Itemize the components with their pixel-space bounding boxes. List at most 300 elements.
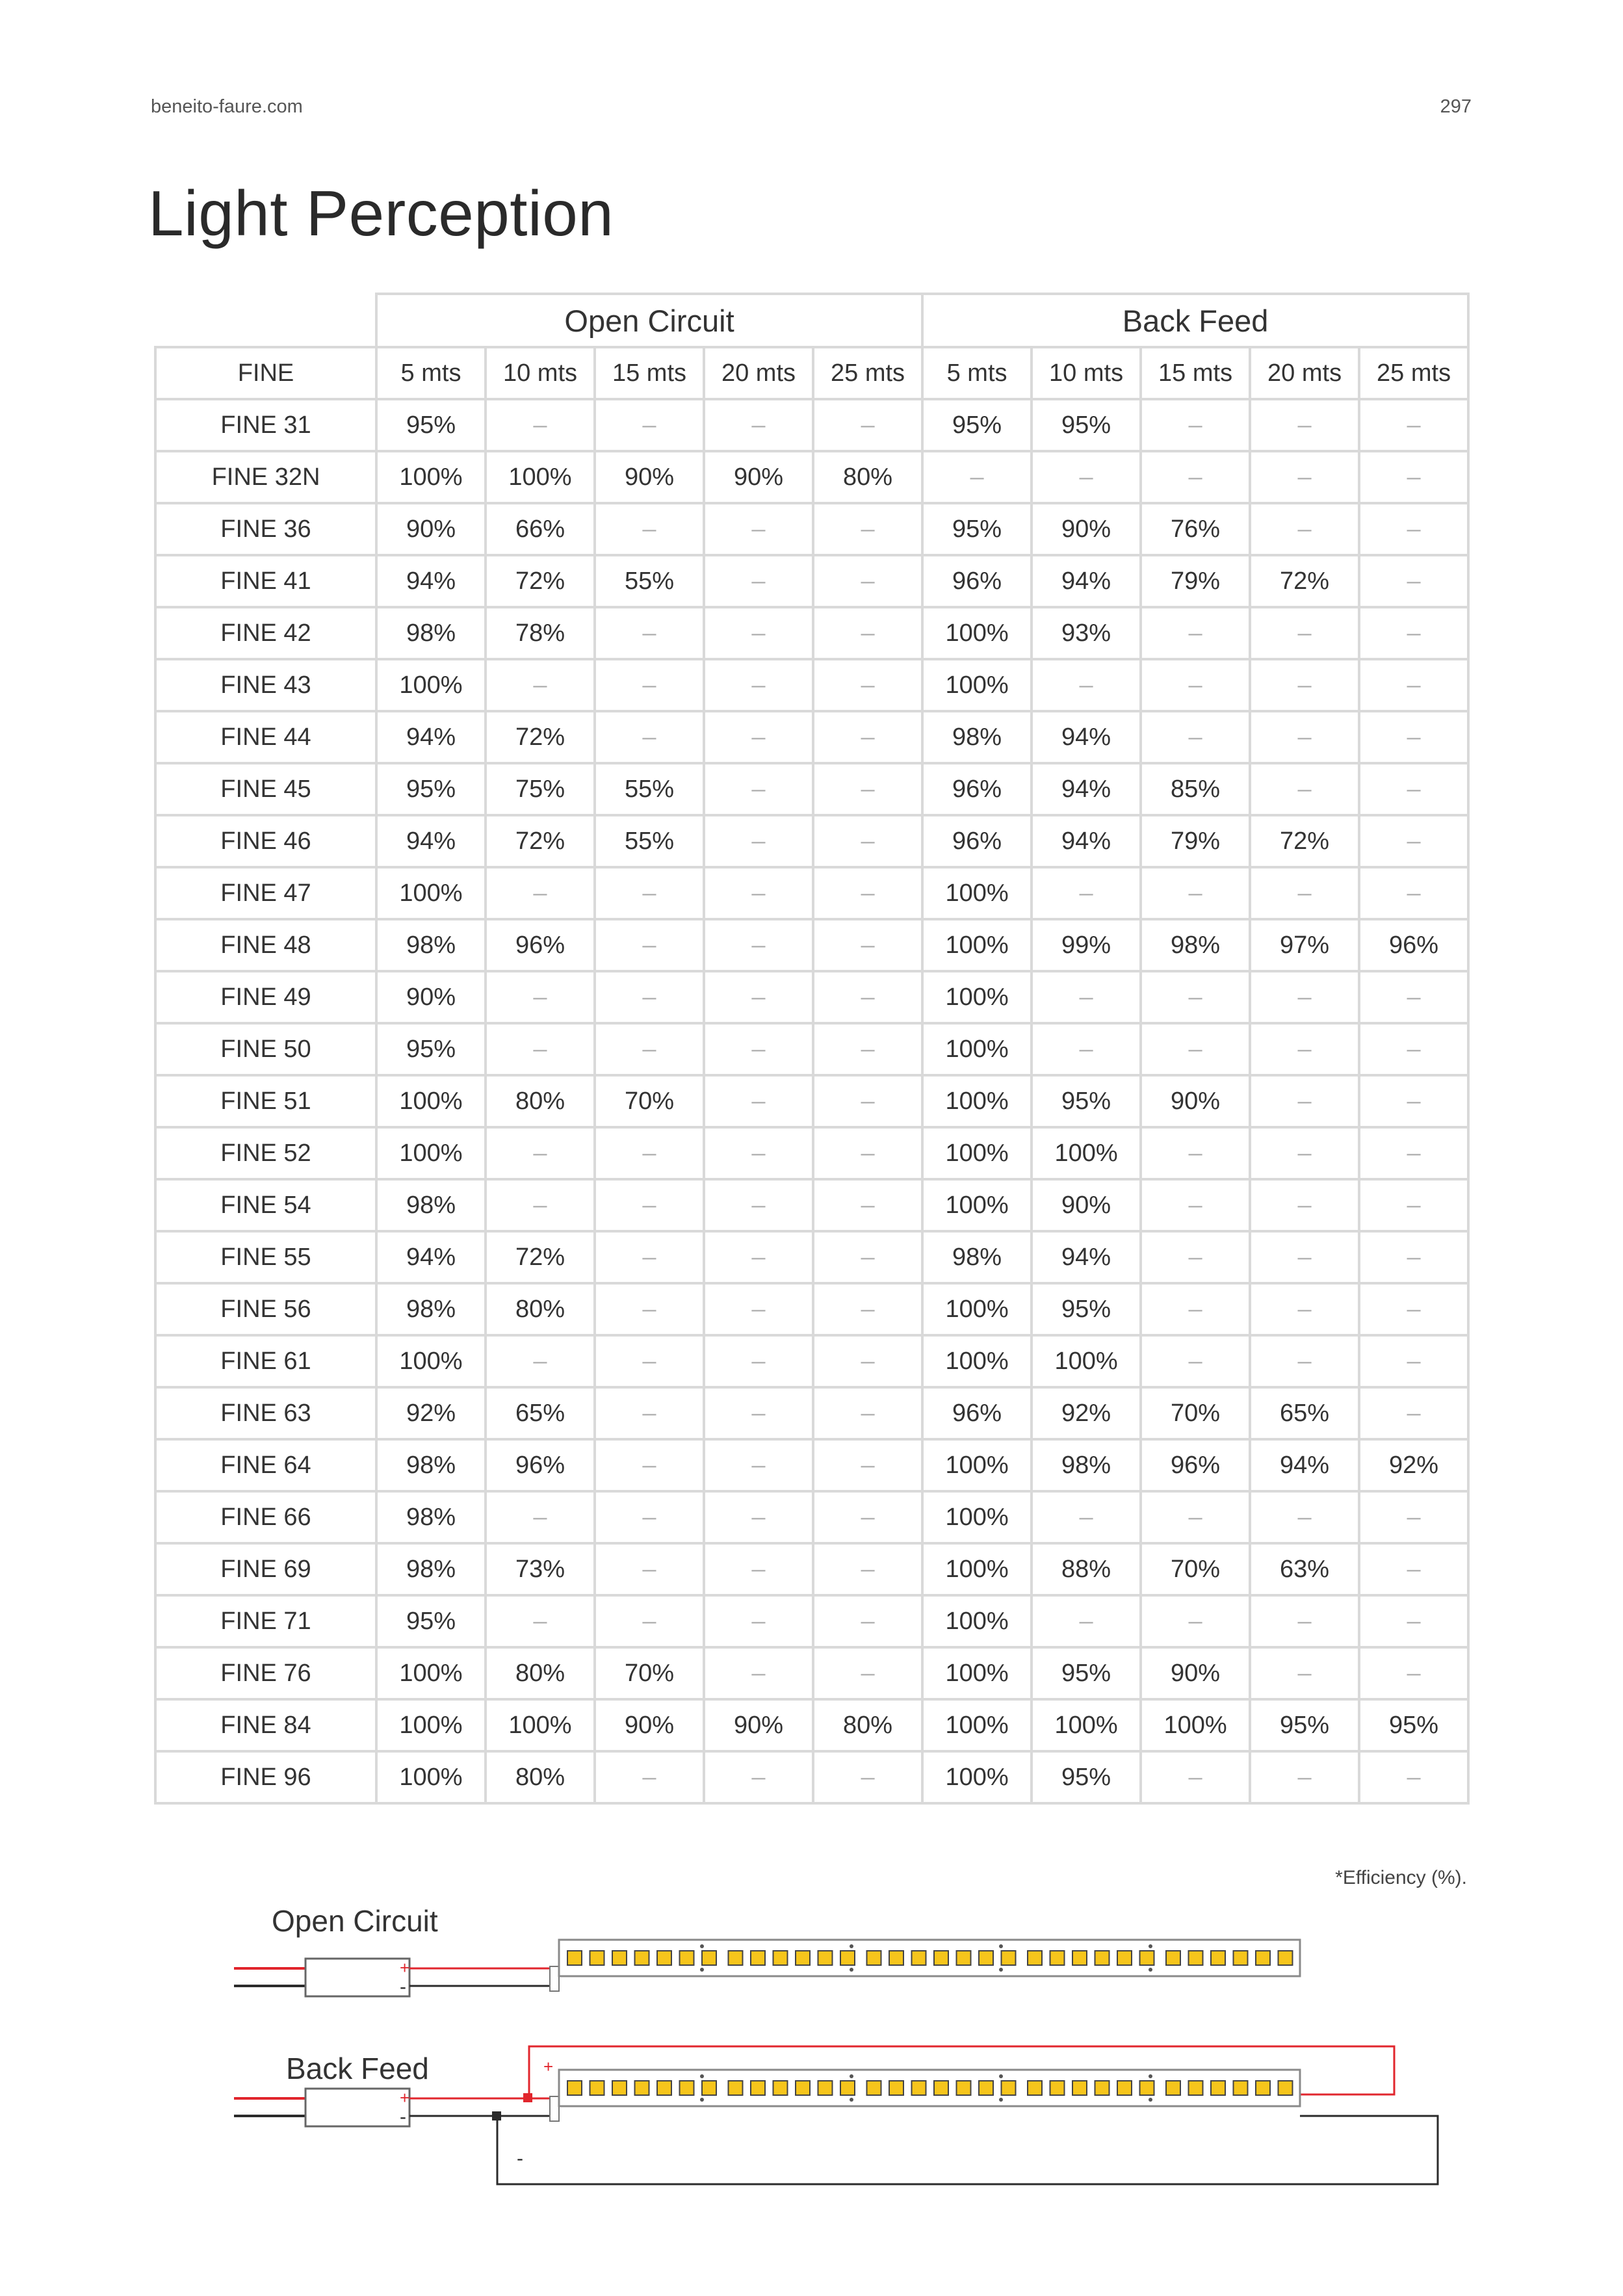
open-circuit-value-cell: 98% [376, 1491, 486, 1543]
open-circuit-value-cell: 65% [486, 1387, 595, 1439]
led-chip [1050, 1951, 1065, 1965]
open-circuit-value-cell: – [704, 1439, 813, 1491]
back-feed-value-cell: 95% [922, 503, 1032, 555]
open-circuit-value-cell: – [595, 1751, 704, 1803]
open-circuit-value-cell: – [704, 867, 813, 919]
back-feed-value-cell: 94% [1032, 555, 1141, 607]
open-connector-box [305, 1959, 409, 1996]
back-feed-value-cell: – [1250, 1595, 1359, 1647]
open-circuit-value-cell: 73% [486, 1543, 595, 1595]
negative-junction [492, 2111, 501, 2120]
page-title: Light Perception [148, 177, 614, 249]
open-circuit-value-cell: – [486, 1595, 595, 1647]
led-chip [1095, 1951, 1110, 1965]
led-chip [1117, 1951, 1132, 1965]
back-feed-value-cell: – [1141, 1751, 1250, 1803]
back-feed-value-cell: 95% [1032, 1075, 1141, 1127]
open-circuit-value-cell: – [486, 1491, 595, 1543]
open-circuit-value-cell: 80% [486, 1751, 595, 1803]
open-circuit-value-cell: – [486, 971, 595, 1023]
open-circuit-value-cell: 98% [376, 1543, 486, 1595]
open-circuit-value-cell: 98% [376, 1283, 486, 1335]
open-circuit-value-cell: 72% [486, 555, 595, 607]
back-feed-value-cell: – [1359, 1231, 1468, 1283]
open-circuit-value-cell: 98% [376, 1439, 486, 1491]
back-feed-value-cell: – [1141, 1023, 1250, 1075]
led-chip [934, 2081, 948, 2095]
back-feed-value-cell: 92% [1032, 1387, 1141, 1439]
product-name-cell: FINE 66 [155, 1491, 376, 1543]
led-chip [957, 2081, 971, 2095]
open-circuit-value-cell: 100% [376, 1647, 486, 1699]
open-circuit-value-cell: 100% [376, 1699, 486, 1751]
back-feed-value-cell: – [1359, 711, 1468, 763]
open-circuit-value-cell: – [595, 607, 704, 659]
open-circuit-value-cell: – [813, 1543, 922, 1595]
back-feed-value-cell: 100% [922, 1127, 1032, 1179]
back-feed-value-cell: – [1359, 399, 1468, 451]
open-circuit-value-cell: – [813, 971, 922, 1023]
open-circuit-value-cell: 100% [486, 451, 595, 503]
product-name-cell: FINE 31 [155, 399, 376, 451]
back-feed-value-cell: – [1359, 971, 1468, 1023]
open-circuit-value-cell: 72% [486, 711, 595, 763]
back-feed-value-cell: – [1359, 1595, 1468, 1647]
open-circuit-value-cell: 90% [704, 451, 813, 503]
positive-junction [523, 2093, 532, 2102]
back-feed-value-cell: – [1359, 1491, 1468, 1543]
back-feed-value-cell: – [1250, 1231, 1359, 1283]
cut-mark [999, 2074, 1003, 2078]
back-feed-value-cell: – [1359, 1179, 1468, 1231]
open-circuit-value-cell: – [595, 503, 704, 555]
back-feed-value-cell: – [1250, 607, 1359, 659]
product-name-cell: FINE 43 [155, 659, 376, 711]
cut-mark [700, 2074, 704, 2078]
led-chip [818, 2081, 833, 2095]
back-feed-value-cell: – [922, 451, 1032, 503]
open-circuit-value-cell: 100% [376, 1075, 486, 1127]
group-open-circuit: Open Circuit [376, 294, 922, 347]
product-name-cell: FINE 44 [155, 711, 376, 763]
back-feed-value-cell: 98% [1141, 919, 1250, 971]
open-circuit-value-cell: – [595, 1387, 704, 1439]
back-feed-value-cell: 79% [1141, 555, 1250, 607]
led-chip [1028, 2081, 1042, 2095]
back-feed-value-cell: 96% [922, 555, 1032, 607]
back-feed-value-cell: 94% [1250, 1439, 1359, 1491]
open-circuit-value-cell: 95% [376, 763, 486, 815]
led-chip [702, 1951, 716, 1965]
back-feed-value-cell: – [1141, 971, 1250, 1023]
back-feed-value-cell: – [1359, 1283, 1468, 1335]
led-chip [979, 1951, 993, 1965]
open-circuit-value-cell: – [813, 659, 922, 711]
back-feed-value-cell: 96% [922, 763, 1032, 815]
open-circuit-value-cell: – [704, 1231, 813, 1283]
open-circuit-value-cell: – [486, 1179, 595, 1231]
back-feed-value-cell: 96% [1359, 919, 1468, 971]
back-minus-sign: - [400, 2106, 406, 2128]
open-circuit-value-cell: – [704, 1387, 813, 1439]
back-feed-value-cell: 100% [1032, 1127, 1141, 1179]
open-circuit-value-cell: 94% [376, 1231, 486, 1283]
led-chip [889, 1951, 903, 1965]
product-name-cell: FINE 48 [155, 919, 376, 971]
open-circuit-value-cell: – [704, 399, 813, 451]
open-circuit-value-cell: – [595, 659, 704, 711]
open-circuit-value-cell: – [704, 555, 813, 607]
back-feed-value-cell: – [1141, 1231, 1250, 1283]
product-name-cell: FINE 84 [155, 1699, 376, 1751]
open-circuit-value-cell: – [704, 919, 813, 971]
led-chip [1140, 2081, 1154, 2095]
open-circuit-value-cell: – [704, 1179, 813, 1231]
back-feed-value-cell: 100% [922, 971, 1032, 1023]
back-feed-value-cell: – [1141, 1595, 1250, 1647]
back-feed-value-cell: – [1250, 1127, 1359, 1179]
led-chip [1050, 2081, 1065, 2095]
open-circuit-value-cell: – [704, 607, 813, 659]
cut-mark [850, 2074, 853, 2078]
back-feed-value-cell: – [1250, 1491, 1359, 1543]
back-feed-value-cell: – [1250, 1075, 1359, 1127]
product-name-cell: FINE 76 [155, 1647, 376, 1699]
cut-mark [1149, 1968, 1152, 1972]
back-feed-value-cell: – [1141, 399, 1250, 451]
back-feed-value-cell: – [1250, 1179, 1359, 1231]
led-chip [934, 1951, 948, 1965]
led-chip [1189, 1951, 1203, 1965]
back-feed-value-cell: 95% [1032, 1751, 1141, 1803]
back-feed-value-cell: 72% [1250, 815, 1359, 867]
led-chip [796, 1951, 810, 1965]
open-circuit-value-cell: 55% [595, 763, 704, 815]
led-chip [1140, 1951, 1154, 1965]
back-feed-value-cell: 65% [1250, 1387, 1359, 1439]
open-plus-sign: + [400, 1958, 410, 1977]
open-circuit-value-cell: 80% [486, 1283, 595, 1335]
open-circuit-value-cell: 75% [486, 763, 595, 815]
open-circuit-value-cell: – [704, 1543, 813, 1595]
open-circuit-value-cell: 100% [486, 1699, 595, 1751]
open-circuit-value-cell: – [595, 1335, 704, 1387]
back-feed-value-cell: 90% [1032, 1179, 1141, 1231]
open-circuit-value-cell: 72% [486, 815, 595, 867]
open-circuit-value-cell: 98% [376, 607, 486, 659]
cut-mark [850, 2098, 853, 2102]
open-circuit-value-cell: – [704, 1127, 813, 1179]
led-chip [590, 2081, 604, 2095]
back-feed-value-cell: – [1359, 659, 1468, 711]
back-feed-value-cell: – [1250, 1647, 1359, 1699]
led-chip [1002, 1951, 1016, 1965]
open-circuit-value-cell: – [486, 867, 595, 919]
led-chip [635, 1951, 649, 1965]
back-feed-value-cell: 97% [1250, 919, 1359, 971]
open-circuit-value-cell: 70% [595, 1075, 704, 1127]
back-feed-value-cell: 90% [1141, 1647, 1250, 1699]
back-feed-value-cell: 98% [922, 711, 1032, 763]
open-circuit-value-cell: – [704, 711, 813, 763]
open-circuit-value-cell: 90% [376, 503, 486, 555]
led-chip [1117, 2081, 1132, 2095]
cut-mark [700, 1968, 704, 1972]
open-circuit-value-cell: – [595, 1491, 704, 1543]
product-name-cell: FINE 46 [155, 815, 376, 867]
back-feed-value-cell: 70% [1141, 1543, 1250, 1595]
back-feed-value-cell: 92% [1359, 1439, 1468, 1491]
led-chip [751, 1951, 765, 1965]
open-circuit-value-cell: 80% [486, 1647, 595, 1699]
back-feed-label: Back Feed [286, 2052, 429, 2085]
open-circuit-value-cell: 92% [376, 1387, 486, 1439]
led-chip [957, 1951, 971, 1965]
led-chip [1234, 2081, 1248, 2095]
back-feed-value-cell: – [1359, 503, 1468, 555]
back-feed-value-cell: 100% [922, 1439, 1032, 1491]
back-strip-cap [550, 2096, 559, 2121]
column-header-open-2: 10 mts [486, 347, 595, 399]
back-feed-value-cell: – [1032, 971, 1141, 1023]
led-chip [680, 2081, 694, 2095]
led-chip [680, 1951, 694, 1965]
led-chip [1256, 2081, 1270, 2095]
back-feed-value-cell: 100% [922, 1075, 1032, 1127]
open-circuit-value-cell: – [813, 815, 922, 867]
open-minus-sign: - [400, 1976, 406, 1998]
open-circuit-value-cell: – [595, 1231, 704, 1283]
open-circuit-value-cell: 100% [376, 451, 486, 503]
open-circuit-value-cell: 55% [595, 555, 704, 607]
back-feed-value-cell: 94% [1032, 763, 1141, 815]
back-feed-value-cell: 98% [1032, 1439, 1141, 1491]
back-feed-value-cell: 100% [922, 1595, 1032, 1647]
open-circuit-value-cell: – [595, 711, 704, 763]
open-circuit-value-cell: – [813, 1751, 922, 1803]
back-feed-value-cell: – [1141, 1491, 1250, 1543]
back-feed-value-cell: – [1359, 1387, 1468, 1439]
back-feed-value-cell: 100% [922, 1543, 1032, 1595]
open-circuit-value-cell: 100% [376, 1127, 486, 1179]
open-circuit-value-cell: 98% [376, 919, 486, 971]
back-feed-value-cell: – [1250, 1023, 1359, 1075]
open-circuit-value-cell: – [813, 1283, 922, 1335]
open-strip-cap [550, 1966, 559, 1991]
back-feed-value-cell: 95% [1359, 1699, 1468, 1751]
feed-plus-sign: + [543, 2057, 554, 2076]
back-feed-value-cell: – [1141, 1335, 1250, 1387]
column-header-back-4: 20 mts [1250, 347, 1359, 399]
back-feed-value-cell: 100% [922, 1751, 1032, 1803]
open-circuit-value-cell: – [704, 815, 813, 867]
open-circuit-value-cell: – [704, 503, 813, 555]
product-name-cell: FINE 50 [155, 1023, 376, 1075]
open-circuit-value-cell: – [813, 1075, 922, 1127]
open-circuit-value-cell: – [704, 1647, 813, 1699]
back-feed-value-cell: – [1141, 1127, 1250, 1179]
open-circuit-value-cell: – [813, 1595, 922, 1647]
open-circuit-value-cell: 55% [595, 815, 704, 867]
product-name-cell: FINE 51 [155, 1075, 376, 1127]
back-feed-value-cell: 95% [1032, 399, 1141, 451]
open-circuit-value-cell: – [595, 867, 704, 919]
back-feed-value-cell: 100% [922, 1179, 1032, 1231]
product-name-cell: FINE 54 [155, 1179, 376, 1231]
open-circuit-value-cell: – [595, 971, 704, 1023]
open-circuit-value-cell: – [486, 659, 595, 711]
led-chip [657, 2081, 671, 2095]
product-name-cell: FINE 63 [155, 1387, 376, 1439]
open-circuit-value-cell: 100% [376, 1335, 486, 1387]
back-feed-value-cell: – [1359, 1075, 1468, 1127]
open-circuit-value-cell: 80% [813, 451, 922, 503]
led-chip [1279, 1951, 1293, 1965]
led-chip [1211, 2081, 1225, 2095]
back-feed-value-cell: 100% [922, 1647, 1032, 1699]
open-circuit-value-cell: – [813, 1439, 922, 1491]
column-header-open-5: 25 mts [813, 347, 922, 399]
back-feed-value-cell: 94% [1032, 711, 1141, 763]
back-feed-value-cell: – [1250, 451, 1359, 503]
back-feed-value-cell: 95% [1032, 1647, 1141, 1699]
open-circuit-value-cell: – [813, 1127, 922, 1179]
open-circuit-value-cell: – [813, 1179, 922, 1231]
back-feed-value-cell: – [1250, 399, 1359, 451]
led-chip [1002, 2081, 1016, 2095]
open-circuit-value-cell: – [813, 607, 922, 659]
led-chip [1072, 1951, 1087, 1965]
open-circuit-value-cell: 95% [376, 1595, 486, 1647]
led-chip [567, 2081, 582, 2095]
open-circuit-value-cell: – [595, 1179, 704, 1231]
open-circuit-value-cell: 94% [376, 815, 486, 867]
open-circuit-value-cell: – [813, 919, 922, 971]
feed-negative-loop [497, 2116, 1438, 2184]
back-feed-value-cell: 100% [922, 1283, 1032, 1335]
product-name-cell: FINE 64 [155, 1439, 376, 1491]
open-circuit-value-cell: – [704, 1595, 813, 1647]
column-header-open-1: 5 mts [376, 347, 486, 399]
open-circuit-value-cell: – [595, 1439, 704, 1491]
open-circuit-value-cell: – [813, 1387, 922, 1439]
open-circuit-value-cell: 100% [376, 659, 486, 711]
column-header-back-5: 25 mts [1359, 347, 1468, 399]
product-name-cell: FINE 71 [155, 1595, 376, 1647]
back-feed-value-cell: – [1141, 711, 1250, 763]
group-back-feed: Back Feed [922, 294, 1468, 347]
led-chip [612, 2081, 627, 2095]
back-feed-value-cell: 100% [1032, 1335, 1141, 1387]
open-circuit-value-cell: – [704, 1335, 813, 1387]
back-feed-value-cell: 100% [922, 867, 1032, 919]
led-chip [1095, 2081, 1110, 2095]
back-feed-value-cell: – [1359, 1127, 1468, 1179]
product-name-cell: FINE 55 [155, 1231, 376, 1283]
product-name-cell: FINE 69 [155, 1543, 376, 1595]
open-circuit-value-cell: – [704, 1491, 813, 1543]
led-chip [612, 1951, 627, 1965]
back-feed-value-cell: 96% [1141, 1439, 1250, 1491]
open-circuit-value-cell: 94% [376, 555, 486, 607]
back-feed-value-cell: – [1032, 659, 1141, 711]
open-circuit-value-cell: – [813, 867, 922, 919]
back-feed-value-cell: – [1141, 1179, 1250, 1231]
open-circuit-value-cell: 78% [486, 607, 595, 659]
back-feed-value-cell: 94% [1032, 815, 1141, 867]
open-circuit-value-cell: – [813, 711, 922, 763]
site-url: beneito-faure.com [151, 96, 303, 117]
open-circuit-value-cell: – [813, 555, 922, 607]
back-led-strip [559, 2070, 1300, 2106]
cut-mark [700, 2098, 704, 2102]
column-header-back-1: 5 mts [922, 347, 1032, 399]
back-feed-value-cell: – [1359, 1751, 1468, 1803]
back-feed-value-cell: – [1359, 1543, 1468, 1595]
led-chip [1166, 1951, 1180, 1965]
back-feed-value-cell: – [1032, 1491, 1141, 1543]
back-feed-value-cell: 100% [922, 659, 1032, 711]
product-name-cell: FINE 36 [155, 503, 376, 555]
open-circuit-value-cell: – [486, 399, 595, 451]
product-name-cell: FINE 61 [155, 1335, 376, 1387]
open-circuit-value-cell: – [813, 503, 922, 555]
open-circuit-value-cell: – [813, 1231, 922, 1283]
led-chip [729, 1951, 743, 1965]
open-circuit-value-cell: 90% [704, 1699, 813, 1751]
back-feed-value-cell: 100% [922, 1023, 1032, 1075]
open-circuit-value-cell: 100% [376, 1751, 486, 1803]
back-feed-value-cell: – [1141, 1283, 1250, 1335]
back-feed-value-cell: – [1250, 971, 1359, 1023]
back-feed-value-cell: 100% [922, 1699, 1032, 1751]
open-circuit-value-cell: – [704, 763, 813, 815]
back-feed-value-cell: 96% [922, 1387, 1032, 1439]
open-circuit-value-cell: – [704, 1023, 813, 1075]
back-feed-value-cell: – [1359, 451, 1468, 503]
open-circuit-value-cell: 90% [595, 1699, 704, 1751]
back-feed-value-cell: 93% [1032, 607, 1141, 659]
back-feed-value-cell: – [1250, 763, 1359, 815]
back-feed-value-cell: 100% [1141, 1699, 1250, 1751]
led-chip [796, 2081, 810, 2095]
open-circuit-value-cell: – [704, 971, 813, 1023]
led-chip [1166, 2081, 1180, 2095]
led-chip [840, 1951, 855, 1965]
led-chip [590, 1951, 604, 1965]
back-feed-value-cell: 63% [1250, 1543, 1359, 1595]
back-feed-value-cell: – [1359, 555, 1468, 607]
open-circuit-value-cell: 94% [376, 711, 486, 763]
back-feed-value-cell: 76% [1141, 503, 1250, 555]
back-feed-value-cell: 100% [1032, 1699, 1141, 1751]
open-circuit-value-cell: – [813, 1491, 922, 1543]
back-feed-value-cell: – [1032, 867, 1141, 919]
led-chip [912, 2081, 926, 2095]
open-circuit-value-cell: – [486, 1335, 595, 1387]
open-circuit-value-cell: 66% [486, 503, 595, 555]
open-circuit-value-cell: – [704, 1075, 813, 1127]
led-chip [867, 2081, 881, 2095]
led-chip [979, 2081, 993, 2095]
back-feed-value-cell: – [1359, 1335, 1468, 1387]
open-circuit-value-cell: 100% [376, 867, 486, 919]
open-circuit-value-cell: 96% [486, 919, 595, 971]
back-feed-value-cell: 100% [922, 1335, 1032, 1387]
open-circuit-value-cell: – [813, 1647, 922, 1699]
column-header-open-3: 15 mts [595, 347, 704, 399]
open-circuit-value-cell: – [813, 1335, 922, 1387]
